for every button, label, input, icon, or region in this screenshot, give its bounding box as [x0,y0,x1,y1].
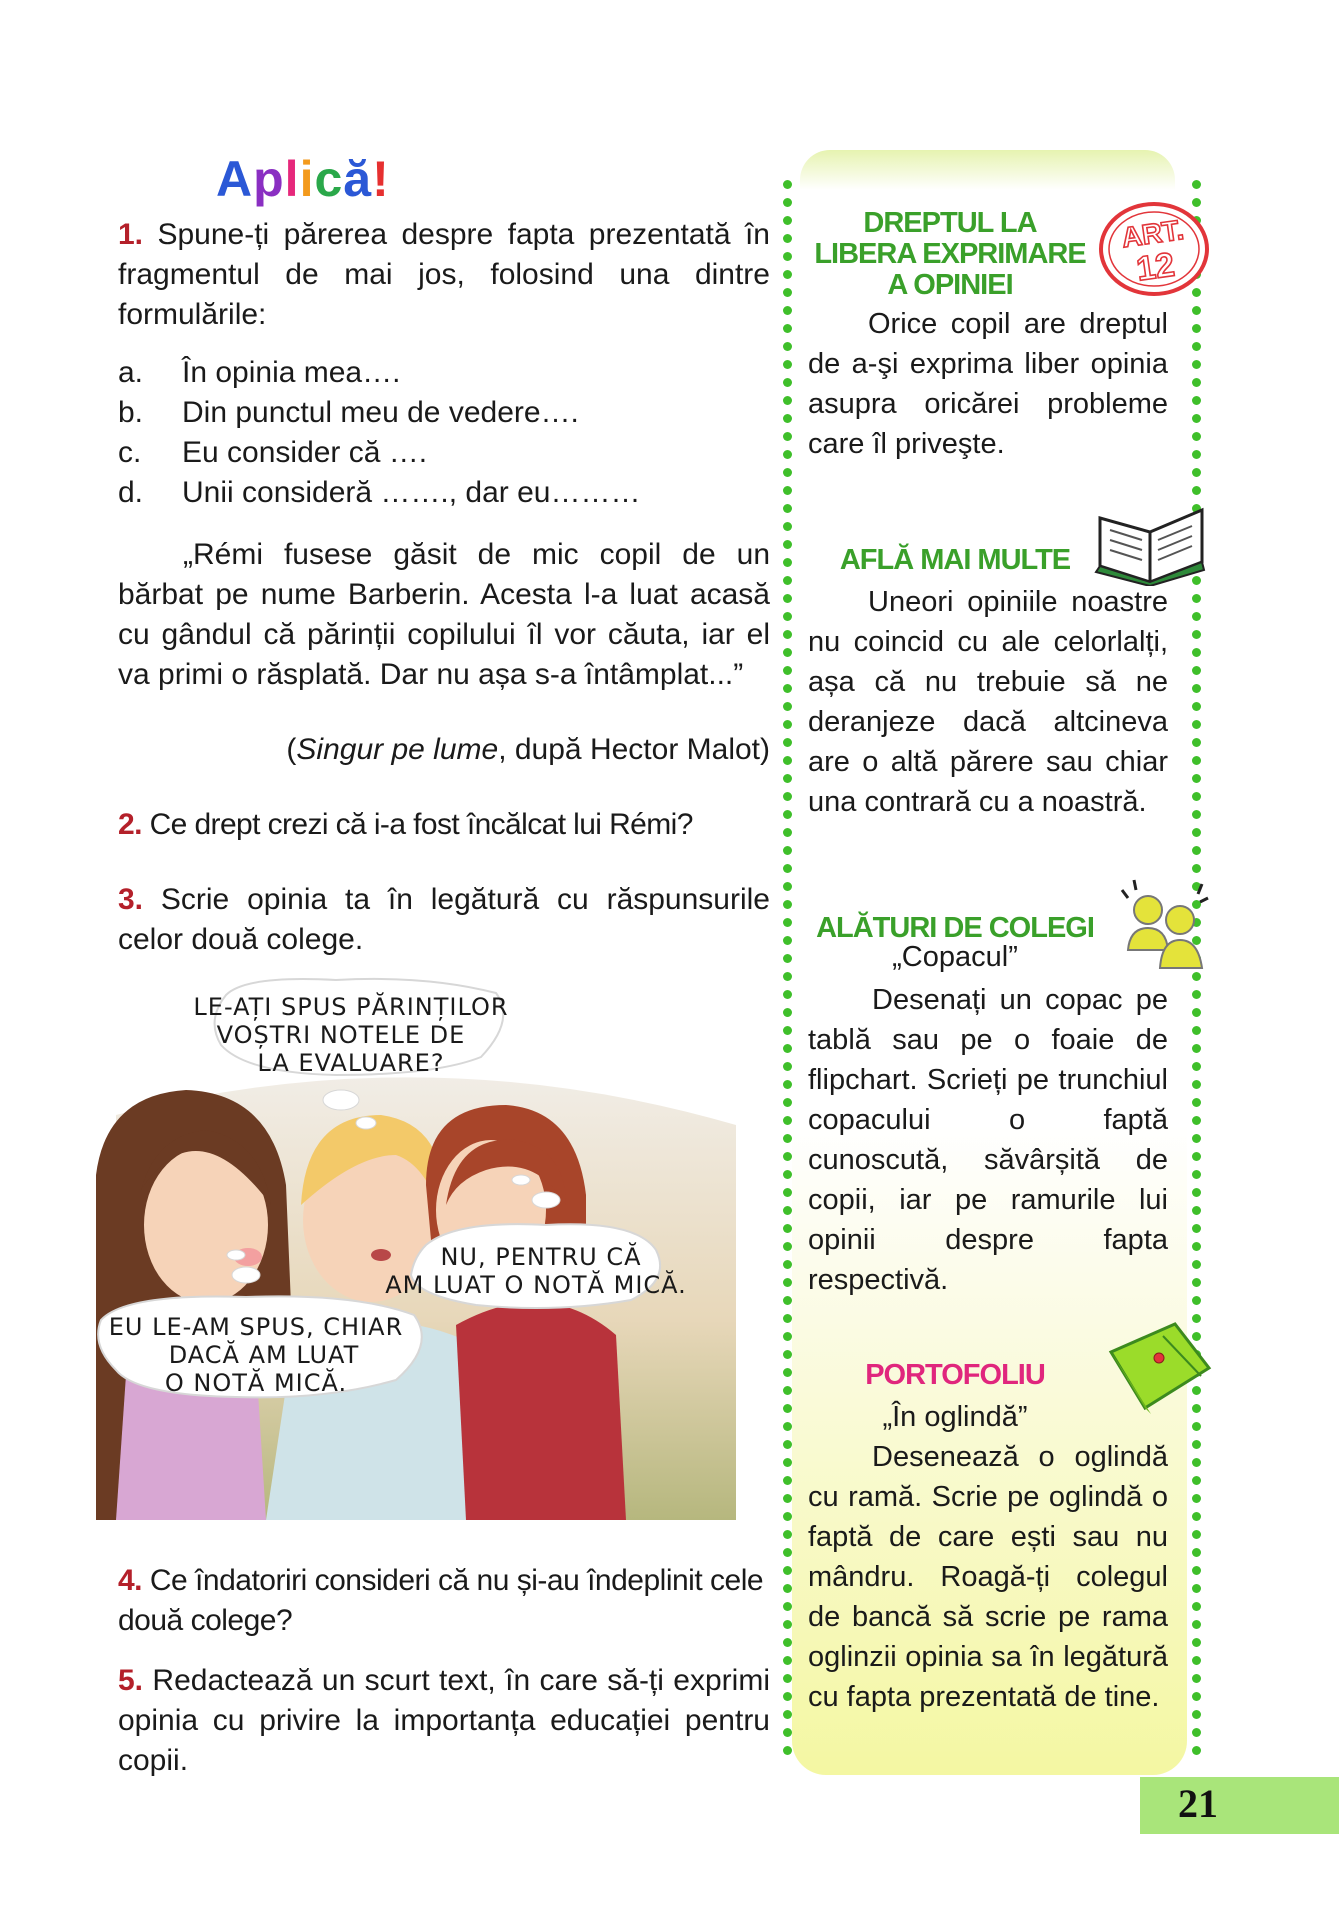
border-dot [1192,846,1201,855]
border-dot [1192,1116,1201,1125]
section-4-subtitle: „În oglindă” [882,1401,1028,1433]
border-dot [1192,1062,1201,1071]
border-dot [783,1620,792,1629]
page-number-tab [1140,1777,1339,1834]
border-dot [783,954,792,963]
border-dot [783,504,792,513]
title-letter: p [253,151,285,207]
border-dot [1192,468,1201,477]
border-dot [1192,324,1201,333]
border-dot [1192,684,1201,693]
border-dot [783,1710,792,1719]
border-dot [783,1296,792,1305]
border-dot [783,1188,792,1197]
border-dot [783,792,792,801]
border-dot [783,1530,792,1539]
svg-text:12: 12 [1134,245,1177,289]
border-dot [783,900,792,909]
border-dot [783,936,792,945]
border-dot [783,1008,792,1017]
border-dot [783,522,792,531]
border-dot [1192,396,1201,405]
title-letter: l [284,151,300,207]
exercise-1-text: Spune-ți părerea despre fapta prezentată în fragmentul de mai jos, folosind una dintre formulările: [118,218,770,331]
section-3-subtitle: „Copacul” [892,941,1018,973]
bubble-right-line2: AM LUAT O NOTĂ MICĂ. [385,1271,687,1299]
border-dot [783,1458,792,1467]
section-3-text: Desenați un copac pe tablă sau pe o foaie de flipchart. Scrieți pe trunchiul copacului o faptă cunoscută, săvârșită de copii, iar pe ramurile lui opinii despre fapta respectivă. [808,984,1168,1296]
border-dot [783,1440,792,1449]
border-dot [1192,1242,1201,1251]
border-dot [1192,1044,1201,1053]
border-dot [783,1386,792,1395]
border-dot [783,1314,792,1323]
border-dot [783,1242,792,1251]
border-dot [783,288,792,297]
border-dot [783,1116,792,1125]
border-dot [783,1062,792,1071]
border-dot [1192,1440,1201,1449]
border-dot [783,684,792,693]
border-dot [783,720,792,729]
border-dot [783,990,792,999]
border-dot [783,1170,792,1179]
border-dot [1192,1206,1201,1215]
border-dot [783,1350,792,1359]
border-dot [783,1512,792,1521]
title-letter: ! [372,151,390,207]
border-dot [783,1044,792,1053]
border-dot [1192,1188,1201,1197]
border-dot [783,918,792,927]
border-dot [783,1224,792,1233]
border-dot [1192,612,1201,621]
border-dot [783,450,792,459]
border-dot [1192,306,1201,315]
border-dot [783,180,792,189]
border-dot [783,828,792,837]
border-dot [783,216,792,225]
option-item: b. Din punctul meu de vedere…. [118,396,579,429]
border-dot [783,738,792,747]
border-dot [783,1368,792,1377]
exercise-3: 3. Scrie opinia ta în legătură cu răspunsurile celor două colege. [118,883,770,956]
border-dot [783,1080,792,1089]
border-dot [1192,666,1201,675]
border-dot [783,270,792,279]
border-dot [1192,864,1201,873]
bubble-top-line3: LA EVALUARE? [257,1049,445,1077]
border-dot [1192,1134,1201,1143]
border-dot [783,378,792,387]
border-dot [783,1278,792,1287]
border-dot [1192,720,1201,729]
border-dot [1192,1026,1201,1035]
border-dot [783,756,792,765]
article-stamp-icon [1095,198,1213,300]
border-dot [1192,1224,1201,1233]
border-dot [783,594,792,603]
border-dot [1192,1008,1201,1017]
section-heading-right-expression: DREPTUL LA LIBERA EXPRIMARE A OPINIEI [814,207,1086,301]
border-dot [1192,738,1201,747]
cartoon-illustration [96,975,746,1520]
sidebar-top-tab [800,150,1175,190]
title-letter: A [216,151,254,207]
border-dot [783,1692,792,1701]
border-dot [783,882,792,891]
title-letter: i [299,151,315,207]
border-dot [1192,1530,1201,1539]
border-dot [1192,432,1201,441]
border-dot [783,648,792,657]
border-dot [1192,180,1201,189]
border-dot [1192,1584,1201,1593]
border-dot [1192,1278,1201,1287]
border-dot [783,1098,792,1107]
dotted-border-left [783,180,795,1764]
border-dot [783,1206,792,1215]
border-dot [783,432,792,441]
border-dot [783,360,792,369]
border-dot [783,846,792,855]
option-item: d. Unii consideră ……., dar eu……… [118,476,641,509]
border-dot [1192,702,1201,711]
border-dot [1192,828,1201,837]
border-dot [783,342,792,351]
border-dot [783,1332,792,1341]
border-dot [1192,414,1201,423]
border-dot [783,1152,792,1161]
border-dot [783,468,792,477]
border-dot [1192,1746,1201,1755]
border-dot [783,666,792,675]
options-list [118,353,770,513]
border-dot [783,1026,792,1035]
border-dot [783,702,792,711]
border-dot [783,414,792,423]
border-dot [783,1422,792,1431]
section-heading-colleagues: ALĂTURI DE COLEGI [816,912,1094,944]
border-dot [783,1134,792,1143]
bubble-top-line2: VOȘTRI NOTELE DE [216,1021,466,1049]
border-dot [783,198,792,207]
border-dot [783,630,792,639]
exercise-4: 4. Ce îndatoriri consideri că nu și-au îndeplinit cele două colege? [118,1564,764,1637]
border-dot [1192,360,1201,369]
page-title [216,150,390,208]
border-dot [1192,1566,1201,1575]
option-item: a. În opinia mea…. [118,356,401,389]
border-dot [1192,648,1201,657]
border-dot [783,1656,792,1665]
exercise-5: 5. Redactează un scurt text, în care să-ți exprimi opinia cu privire la importanța educației pentru copii. [118,1664,770,1777]
border-dot [783,972,792,981]
border-dot [783,234,792,243]
section-1-text: Orice copil are dreptul de a-şi exprima liber opinia asupra oricărei probleme care îl priveşte. [808,308,1168,460]
border-dot [1192,450,1201,459]
page-number: 21 [1178,1781,1218,1826]
border-dot [783,1584,792,1593]
exercise-1-number: 1. [118,218,144,251]
border-dot [1192,1692,1201,1701]
border-dot [783,1404,792,1413]
bubble-left-line1: EU LE-AM SPUS, CHIAR [108,1313,404,1341]
exercise-2: 2. Ce drept crezi că i-a fost încălcat lui Rémi? [118,808,693,841]
border-dot [1192,1080,1201,1089]
section-heading-portfolio: PORTOFOLIU [865,1359,1045,1391]
border-dot [783,252,792,261]
title-letter: ă [343,151,373,207]
border-dot [1192,1710,1201,1719]
border-dot [1192,342,1201,351]
bubble-left-line2: DACĂ AM LUAT [168,1341,360,1369]
border-dot [1192,1260,1201,1269]
border-dot [1192,1098,1201,1107]
bubble-top-line1: LE-AȚI SPUS PĂRINȚILOR [193,993,509,1021]
border-dot [1192,1170,1201,1179]
border-dot [783,1476,792,1485]
bubble-left-line3: O NOTĂ MICĂ. [164,1369,348,1397]
section-2-text: Uneori opiniile noastre nu coincid cu ale celorlalți, așa că nu trebuie să ne deranjeze dacă altcineva are o altă părere sau chiar una contrară cu a noastră. [808,586,1168,818]
border-dot [783,1746,792,1755]
border-dot [1192,594,1201,603]
border-dot [1192,1476,1201,1485]
border-dot [1192,1422,1201,1431]
border-dot [783,1602,792,1611]
border-dot [783,1638,792,1647]
border-dot [1192,1152,1201,1161]
colleagues-icon [1118,878,1210,974]
quote-text: „Rémi fusese găsit de mic copil de un bărbat pe nume Barberin. Acesta l-a luat acasă cu gândul că părinții copilului îl vor căuta, iar el va primi o răsplată. Dar nu așa s-a întâmplat...” [118,538,770,691]
border-dot [783,1566,792,1575]
border-dot [1192,990,1201,999]
border-dot [783,1494,792,1503]
border-dot [1192,1296,1201,1305]
border-dot [1192,1494,1201,1503]
section-4-text: Desenează o oglindă cu ramă. Scrie pe oglindă o faptă de care ești sau nu mândru. Roagă-ți colegul de bancă să scrie pe rama oglinzii opinia sa în legătură cu fapta prezentată de tine. [808,1441,1168,1713]
border-dot [783,774,792,783]
border-dot [783,810,792,819]
border-dot [1192,630,1201,639]
border-dot [1192,486,1201,495]
border-dot [1192,756,1201,765]
border-dot [1192,1656,1201,1665]
border-dot [783,1674,792,1683]
border-dot [1192,1620,1201,1629]
border-dot [783,324,792,333]
bubble-right-line1: NU, PENTRU CĂ [440,1243,642,1271]
border-dot [783,1548,792,1557]
title-letter: c [314,151,344,207]
border-dot [1192,378,1201,387]
border-dot [783,1728,792,1737]
border-dot [783,396,792,405]
portfolio-folder-icon [1105,1318,1215,1414]
option-item: c. Eu consider că …. [118,436,428,469]
quote-source: (Singur pe lume, după Hector Malot) [286,733,770,766]
border-dot [1192,792,1201,801]
border-dot [783,486,792,495]
border-dot [1192,1512,1201,1521]
exercise-1 [118,215,770,335]
border-dot [783,612,792,621]
border-dot [1192,1638,1201,1647]
border-dot [783,306,792,315]
border-dot [783,1260,792,1269]
border-dot [1192,1674,1201,1683]
border-dot [783,864,792,873]
border-dot [1192,1728,1201,1737]
border-dot [1192,1548,1201,1557]
border-dot [1192,810,1201,819]
book-title: Singur pe lume [296,733,499,766]
border-dot [783,540,792,549]
border-dot [1192,774,1201,783]
border-dot [1192,1602,1201,1611]
section-heading-learn-more: AFLĂ MAI MULTE [839,544,1071,576]
border-dot [783,576,792,585]
border-dot [783,558,792,567]
border-dot [1192,1458,1201,1467]
svg-text:ART.: ART. [1119,213,1186,254]
